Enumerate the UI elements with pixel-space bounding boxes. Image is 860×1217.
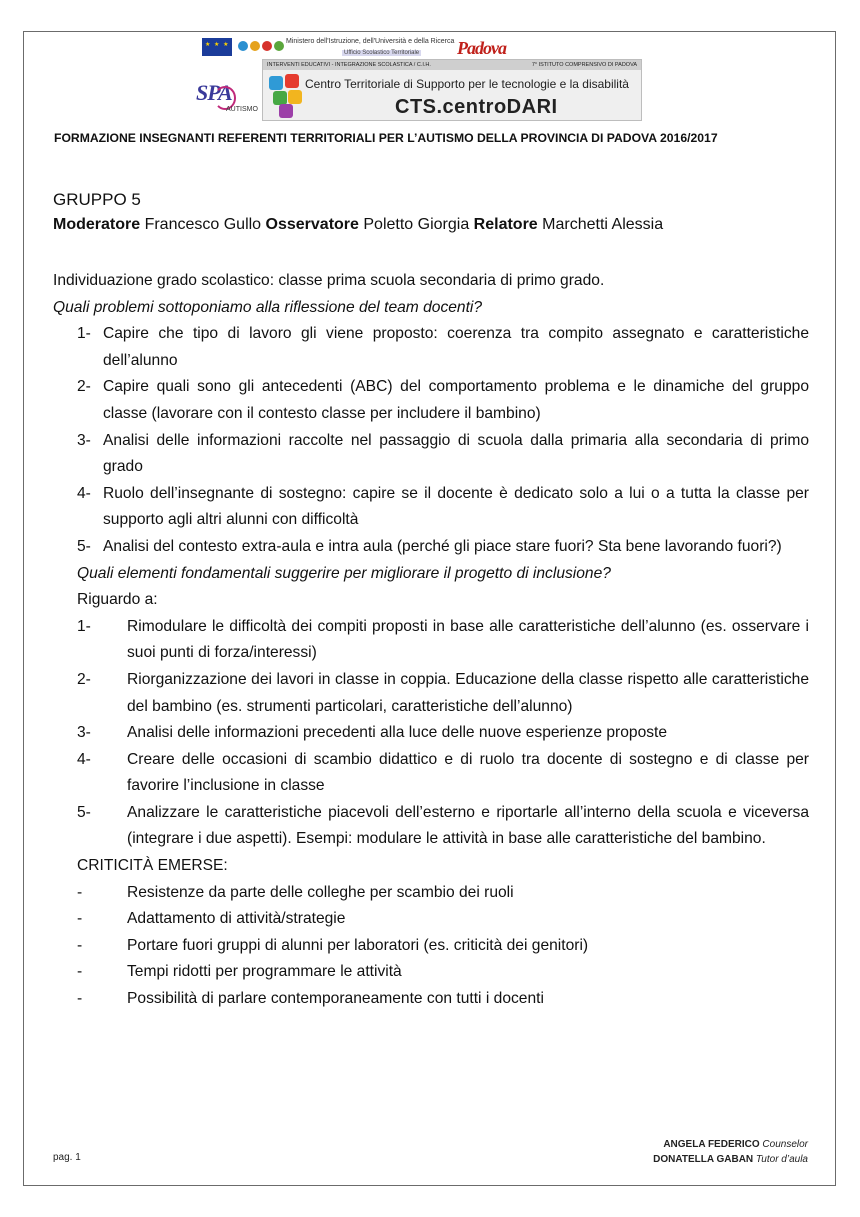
spa-logo-subtext: AUTISMO xyxy=(226,106,258,113)
list-item-text: Analisi delle informazioni raccolte nel passaggio di scuola dalla primaria alla secondaria di primo grado xyxy=(103,431,809,476)
usr-text: Ufficio Scolastico Territoriale xyxy=(344,50,420,56)
observer-name: Poletto Giorgia xyxy=(363,216,470,233)
list-item xyxy=(53,321,809,374)
list-item xyxy=(53,428,809,481)
cts-name: CTS.centroDARI xyxy=(395,96,558,118)
list-marker: 4- xyxy=(77,750,91,768)
list-item-text: Resistenze da parte delle colleghe per scambio dei ruoli xyxy=(127,883,514,901)
list-marker: - xyxy=(77,990,83,1008)
list-item xyxy=(77,880,809,907)
list-item-text: Capire che tipo di lavoro gli viene proposto: coerenza tra compito assegnato e caratteristiche dell’alunno xyxy=(103,325,809,369)
question-problems: Quali problemi sottoponiamo alla riflessione del team docenti? xyxy=(53,298,483,316)
list-item-text: Ruolo dell’insegnante di sostegno: capire se il docente è dedicato solo a lui o a tutta la classe per supporto agli altri alunni con difficoltà xyxy=(103,484,809,529)
list-item xyxy=(53,374,809,427)
criticalities-list xyxy=(77,880,809,1013)
credit-line-2 xyxy=(653,1152,808,1167)
credit-line-1 xyxy=(653,1137,808,1152)
banner-right-text: 7° ISTITUTO COMPRENSIVO DI PADOVA xyxy=(531,62,637,68)
list-item xyxy=(77,800,809,853)
list-item-text: Portare fuori gruppi di alunni per laboratori (es. criticità dei genitori) xyxy=(127,936,589,954)
credit1-name: ANGELA FEDERICO xyxy=(663,1139,760,1150)
list-marker: - xyxy=(77,910,83,928)
suggestions-list xyxy=(77,614,809,853)
list-item-text: Capire quali sono gli antecedenti (ABC) del comportamento problema e le dinamiche del gruppo classe (lavorare con il contesto classe per includere il bambino) xyxy=(103,378,809,422)
regarding-label: Riguardo a: xyxy=(77,591,158,609)
observer-label: Osservatore xyxy=(265,216,359,233)
ministry-dots-icon xyxy=(238,41,284,51)
credit2-role: Tutor d’aula xyxy=(755,1154,808,1165)
roles-line xyxy=(53,216,663,234)
group-heading: GRUPPO 5 xyxy=(53,190,141,209)
list-marker: 1- xyxy=(77,325,91,343)
list-item xyxy=(53,481,809,534)
list-item-text: Adattamento di attività/strategie xyxy=(127,910,346,928)
ministry-text: Ministero dell'Istruzione, dell'Università e della Ricerca xyxy=(286,38,455,45)
list-marker: - xyxy=(77,883,83,901)
school-level: Individuazione grado scolastico: classe prima scuola secondaria di primo grado. xyxy=(53,272,605,289)
list-item xyxy=(77,959,809,986)
problems-list xyxy=(53,321,809,560)
document-body xyxy=(53,268,809,1013)
list-marker: - xyxy=(77,936,83,954)
eu-flag-icon xyxy=(202,38,232,56)
list-item-text: Creare delle occasioni di scambio didattico e di ruolo tra docente di sostegno e di classe per favorire l’inclusione in classe xyxy=(127,750,809,795)
list-marker: - xyxy=(77,963,83,981)
credit2-name: DONATELLA GABAN xyxy=(653,1154,754,1165)
list-marker: 3- xyxy=(77,724,91,742)
list-item xyxy=(77,747,809,800)
credit1-role: Counselor xyxy=(762,1139,808,1150)
spa-autismo-logo xyxy=(196,80,266,120)
list-marker: 5- xyxy=(77,803,91,821)
page-number: pag. 1 xyxy=(53,1152,81,1163)
banner-top-bar xyxy=(263,60,641,70)
list-item xyxy=(77,933,809,960)
list-item xyxy=(77,614,809,667)
footer-credits xyxy=(653,1137,808,1167)
cts-subtitle: Centro Territoriale di Supporto per le tecnologie e la disabilità xyxy=(305,77,629,91)
puzzle-icon xyxy=(269,74,305,118)
question-inclusion: Quali elementi fondamentali suggerire per migliorare il progetto di inclusione? xyxy=(77,564,611,582)
moderator-label: Moderatore xyxy=(53,216,141,233)
list-item xyxy=(77,720,809,747)
list-item-text: Analisi del contesto extra-aula e intra aula (perché gli piace stare fuori? Sta bene lavorando fuori?) xyxy=(103,537,782,555)
speaker-label: Relatore xyxy=(473,216,538,233)
list-item-text: Tempi ridotti per programmare le attività xyxy=(127,963,402,981)
criticalities-heading: CRITICITÀ EMERSE: xyxy=(77,857,228,875)
spa-logo-text: SPA xyxy=(196,80,232,105)
list-item-text: Possibilità di parlare contemporaneamente con tutti i docenti xyxy=(127,990,544,1008)
list-item xyxy=(77,667,809,720)
list-marker: 2- xyxy=(77,378,91,396)
moderator-name: Francesco Gullo xyxy=(144,216,262,233)
list-item-text: Analizzare le caratteristiche piacevoli dell’esterno e riportarle all’interno della scuola e viceversa (integrare i due aspetti). Esempi: modulare le attività in base alle caratteristiche del bambino. xyxy=(127,803,809,848)
list-item xyxy=(77,906,809,933)
list-marker: 3- xyxy=(77,431,91,449)
cts-banner xyxy=(262,59,642,121)
list-marker: 4- xyxy=(77,484,91,502)
list-item xyxy=(77,986,809,1013)
list-marker: 5- xyxy=(77,537,91,555)
banner-left-text: INTERVENTI EDUCATIVI - INTEGRAZIONE SCOLASTICA / C.I.H. xyxy=(267,62,431,68)
padova-logo: Padova xyxy=(457,38,506,58)
list-marker: 1- xyxy=(77,617,91,635)
document-title: FORMAZIONE INSEGNANTI REFERENTI TERRITORIALI PER L’AUTISMO DELLA PROVINCIA DI PADOVA 2016/2017 xyxy=(54,131,718,145)
list-marker: 2- xyxy=(77,670,91,688)
list-item xyxy=(53,534,809,561)
list-item-text: Rimodulare le difficoltà dei compiti proposti in base alle caratteristiche dell’alunno (es. osservare i suoi punti di forza/interessi) xyxy=(127,617,809,662)
list-item-text: Riorganizzazione dei lavori in classe in coppia. Educazione della classe rispetto alle caratteristiche del bambino (es. strumenti particolari, caratteristiche dell’alunno) xyxy=(127,670,809,715)
header-logos xyxy=(180,36,700,124)
speaker-name: Marchetti Alessia xyxy=(542,216,664,233)
list-item-text: Analisi delle informazioni precedenti alla luce delle nuove esperienze proposte xyxy=(127,724,668,742)
